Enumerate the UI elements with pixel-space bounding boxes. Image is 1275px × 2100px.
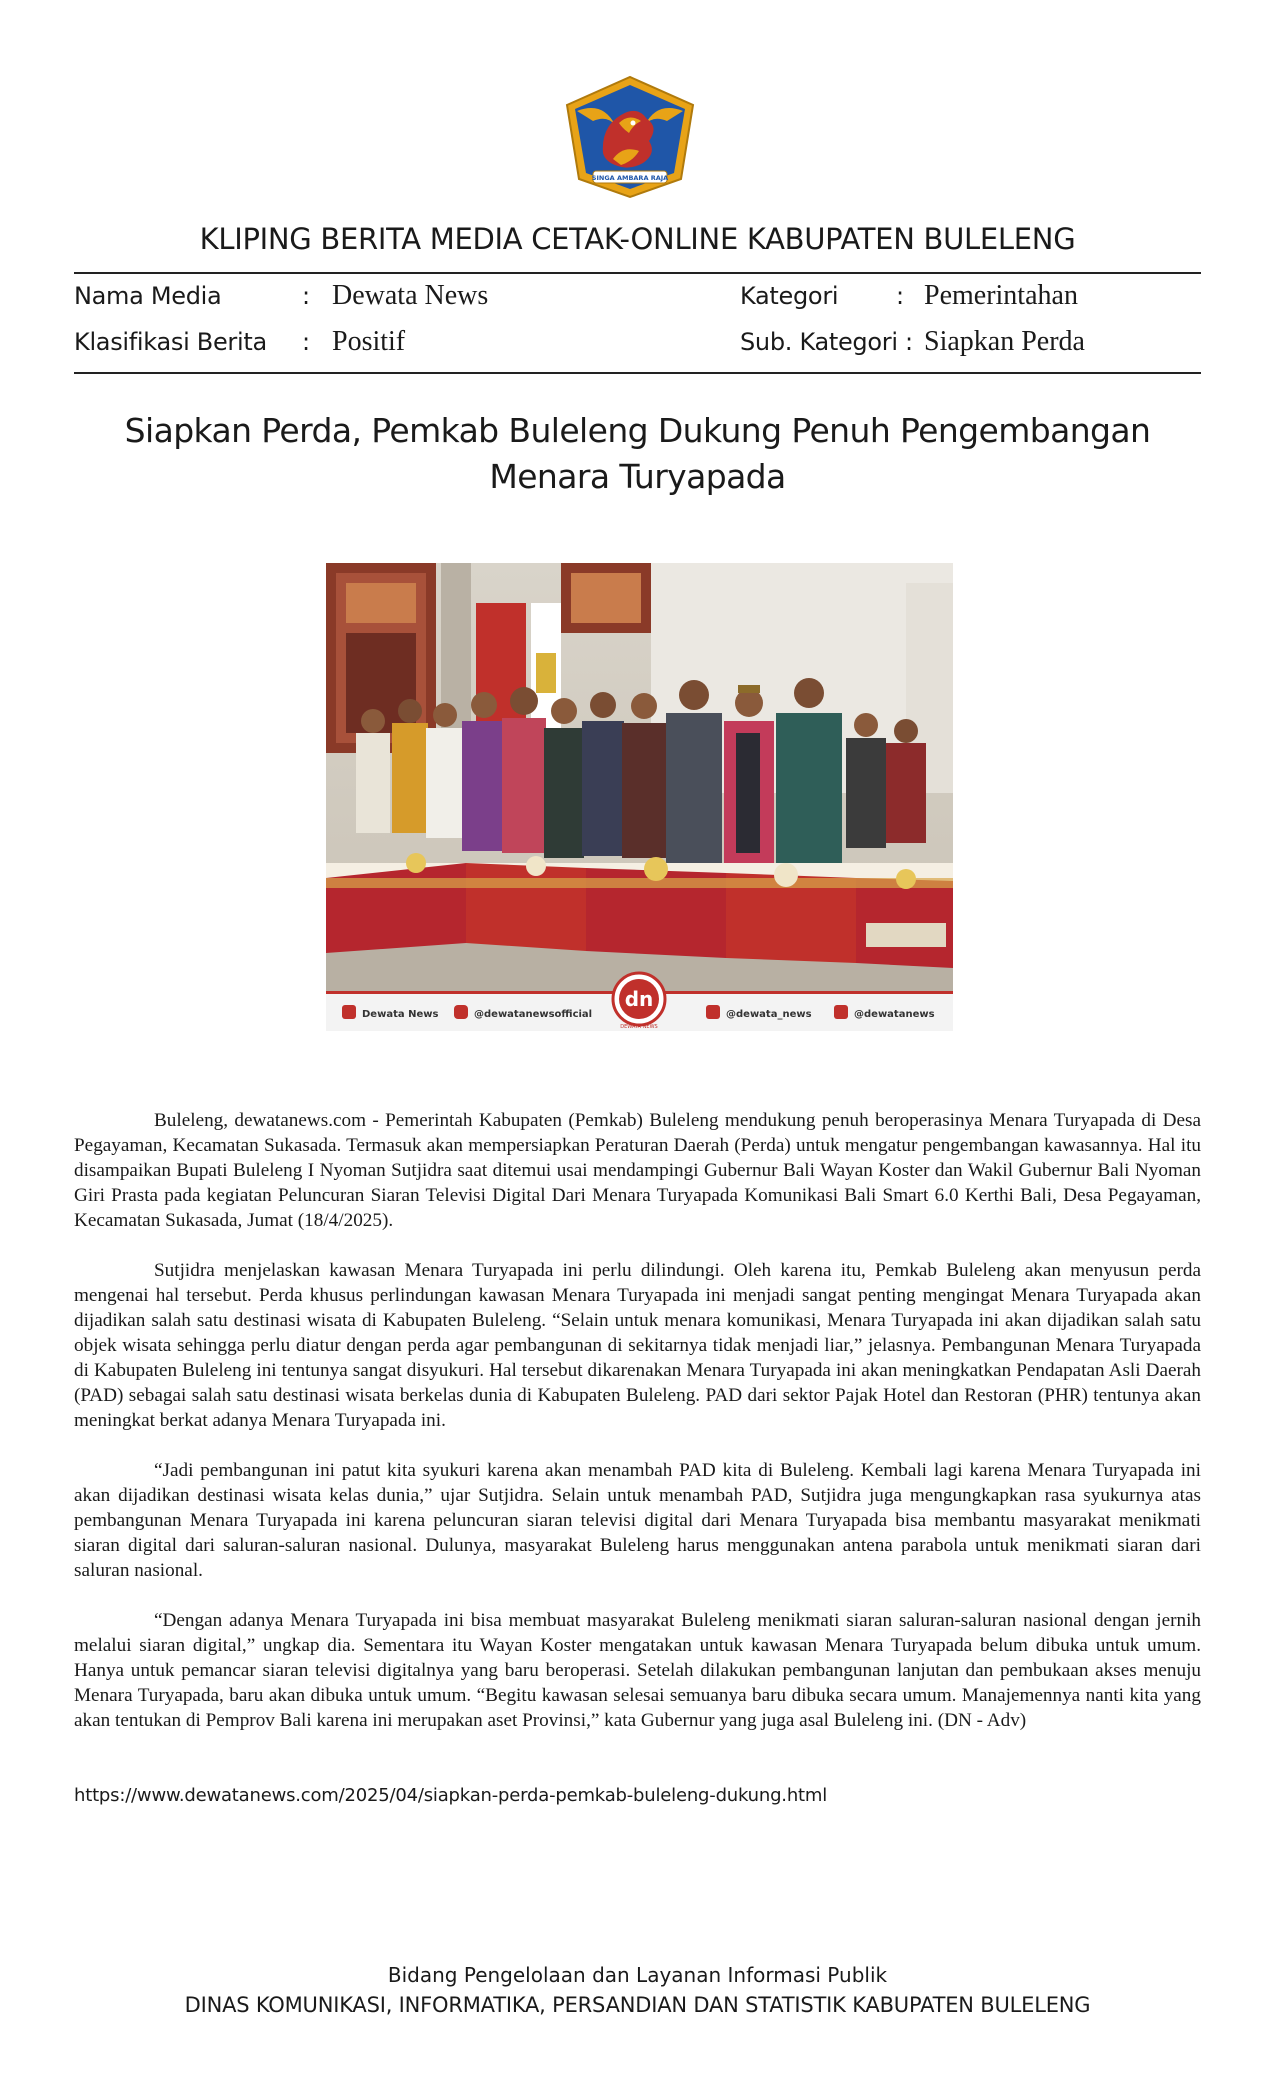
buleleng-emblem-logo bbox=[563, 75, 697, 199]
photo-footer-tiktok: @dewatanews bbox=[854, 1009, 935, 1020]
tiktok-icon bbox=[834, 1005, 848, 1019]
header-divider-top bbox=[74, 272, 1201, 274]
category-colon: : bbox=[896, 282, 905, 310]
article-paragraph-4: “Dengan adanya Menara Turyapada ini bisa membuat masyarakat Buleleng menikmati siaran saluran-saluran nasional dengan jernih melalui siaran digital,” ungkap dia. Sementara itu Wayan Koster mengatakan untuk kawasan Menara Turyapada belum dibuka untuk umum. Hanya untuk pemancar siaran televisi digitalnya yang baru beroperasi. Setelah dilakukan pembangunan lanjutan dan pembukaan akses menuju Menara Turyapada, baru akan dibuka untuk umum. “Begitu kawasan selesai semuanya baru dibuka secara umum. Manajemennya nanti kita yang akan tentukan di Pemprov Bali karena ini merupakan aset Provinsi,” kata Gubernur yang juga asal Buleleng ini. (DN - Adv) bbox=[74, 1610, 1201, 1731]
classification-colon: : bbox=[302, 328, 311, 356]
subcategory-value: Siapkan Perda bbox=[924, 326, 1085, 357]
logo-motto: SINGA AMBARA RAJA bbox=[591, 174, 669, 182]
header-divider-bottom bbox=[74, 372, 1201, 374]
facebook-icon bbox=[342, 1005, 356, 1019]
document-header-title: KLIPING BERITA MEDIA CETAK-ONLINE KABUPATEN BULELENG bbox=[199, 222, 1076, 256]
headline-line-2: Menara Turyapada bbox=[489, 457, 786, 496]
classification-value: Positif bbox=[332, 326, 406, 357]
article-source-url: https://www.dewatanews.com/2025/04/siapkan-perda-pemkab-buleleng-dukung.html bbox=[74, 1785, 828, 1806]
article-paragraph-3: “Jadi pembangunan ini patut kita syukuri karena akan menambah PAD kita di Buleleng. Kembali lagi karena Menara Turyapada ini akan dijadikan destinasi wisata kelas dunia,” ujar Sutjidra. Selain untuk menambah PAD, Sutjidra juga mengungkapkan rasa syukurnya atas pembangunan Menara Turyapada ini karena peluncuran siaran televisi digital dari Menara Turyapada bisa membantu masyarakat menikmati siaran digital dari saluran-saluran nasional. Dulunya, masyarakat Buleleng harus menggunakan antena parabola untuk menikmati siaran dari saluran nasional. bbox=[74, 1460, 1201, 1581]
article-paragraph-2: Sutjidra menjelaskan kawasan Menara Turyapada ini perlu dilindungi. Oleh karena itu, Pemkab Buleleng akan menyusun perda mengenai hal tersebut. Perda khusus perlindungan kawasan Menara Turyapada ini menjadi sangat penting mengingat Menara Turyapada akan dijadikan salah satu destinasi wisata di Kabupaten Buleleng. “Selain untuk menara komunikasi, Menara Turyapada ini akan dijadikan salah satu objek wisata sehingga perlu diatur dengan perda agar pembangunan di sekitarnya tidak menjadi liar,” jelasnya. Pembangunan Menara Turyapada di Kabupaten Buleleng ini tentunya sangat disyukuri. Hal tersebut dikarenakan Menara Turyapada ini akan meningkatkan Pendapatan Asli Daerah (PAD) sebagai salah satu destinasi wisata berkelas dunia di Kabupaten Buleleng. PAD dari sektor Pajak Hotel dan Restoran (PHR) tentunya akan meningkat berkat adanya Menara Turyapada ini. bbox=[74, 1260, 1201, 1431]
media-name-colon: : bbox=[302, 282, 311, 310]
photo-brand-mark: dn bbox=[624, 987, 654, 1011]
photo-footer-instagram: @dewatanewsofficial bbox=[474, 1009, 593, 1020]
category-label: Kategori bbox=[740, 282, 839, 310]
photo-brand-sub: DEWATA NEWS bbox=[620, 1024, 658, 1030]
footer-agency: DINAS KOMUNIKASI, INFORMATIKA, PERSANDIAN DAN STATISTIK KABUPATEN BULELENG bbox=[184, 1993, 1091, 2017]
classification-label: Klasifikasi Berita bbox=[74, 328, 267, 356]
media-name-value: Dewata News bbox=[332, 280, 489, 311]
article-headline bbox=[100, 408, 1175, 500]
headline-line-1: Siapkan Perda, Pemkab Buleleng Dukung Penuh Pengembangan bbox=[124, 411, 1151, 450]
article-paragraph-1: Buleleng, dewatanews.com - Pemerintah Kabupaten (Pemkab) Buleleng mendukung penuh beroperasinya Menara Turyapada di Desa Pegayaman, Kecamatan Sukasada. Termasuk akan mempersiapkan Peraturan Daerah (Perda) untuk mengatur pengembangan kawasannya. Hal itu disampaikan Bupati Buleleng I Nyoman Sutjidra saat ditemui usai mendampingi Gubernur Bali Wayan Koster dan Wakil Gubernur Bali Nyoman Giri Prasta pada kegiatan Peluncuran Siaran Televisi Digital Dari Menara Turyapada Komunikasi Bali Smart 6.0 Kerthi Bali, Desa Pegayaman, Kecamatan Sukasada, Jumat (18/4/2025). bbox=[74, 1110, 1201, 1231]
photo-footer-facebook: Dewata News bbox=[362, 1009, 439, 1020]
twitter-icon bbox=[706, 1005, 720, 1019]
event-photo-illustration bbox=[326, 563, 953, 1031]
subcategory-label: Sub. Kategori : bbox=[740, 328, 913, 356]
footer-department: Bidang Pengelolaan dan Layanan Informasi Publik bbox=[387, 1963, 888, 1987]
article-body bbox=[74, 1108, 1201, 1758]
media-name-label: Nama Media bbox=[74, 282, 222, 310]
category-value: Pemerintahan bbox=[924, 280, 1078, 311]
photo-footer-twitter: @dewata_news bbox=[726, 1009, 812, 1020]
article-photo bbox=[326, 563, 953, 1031]
instagram-icon bbox=[454, 1005, 468, 1019]
